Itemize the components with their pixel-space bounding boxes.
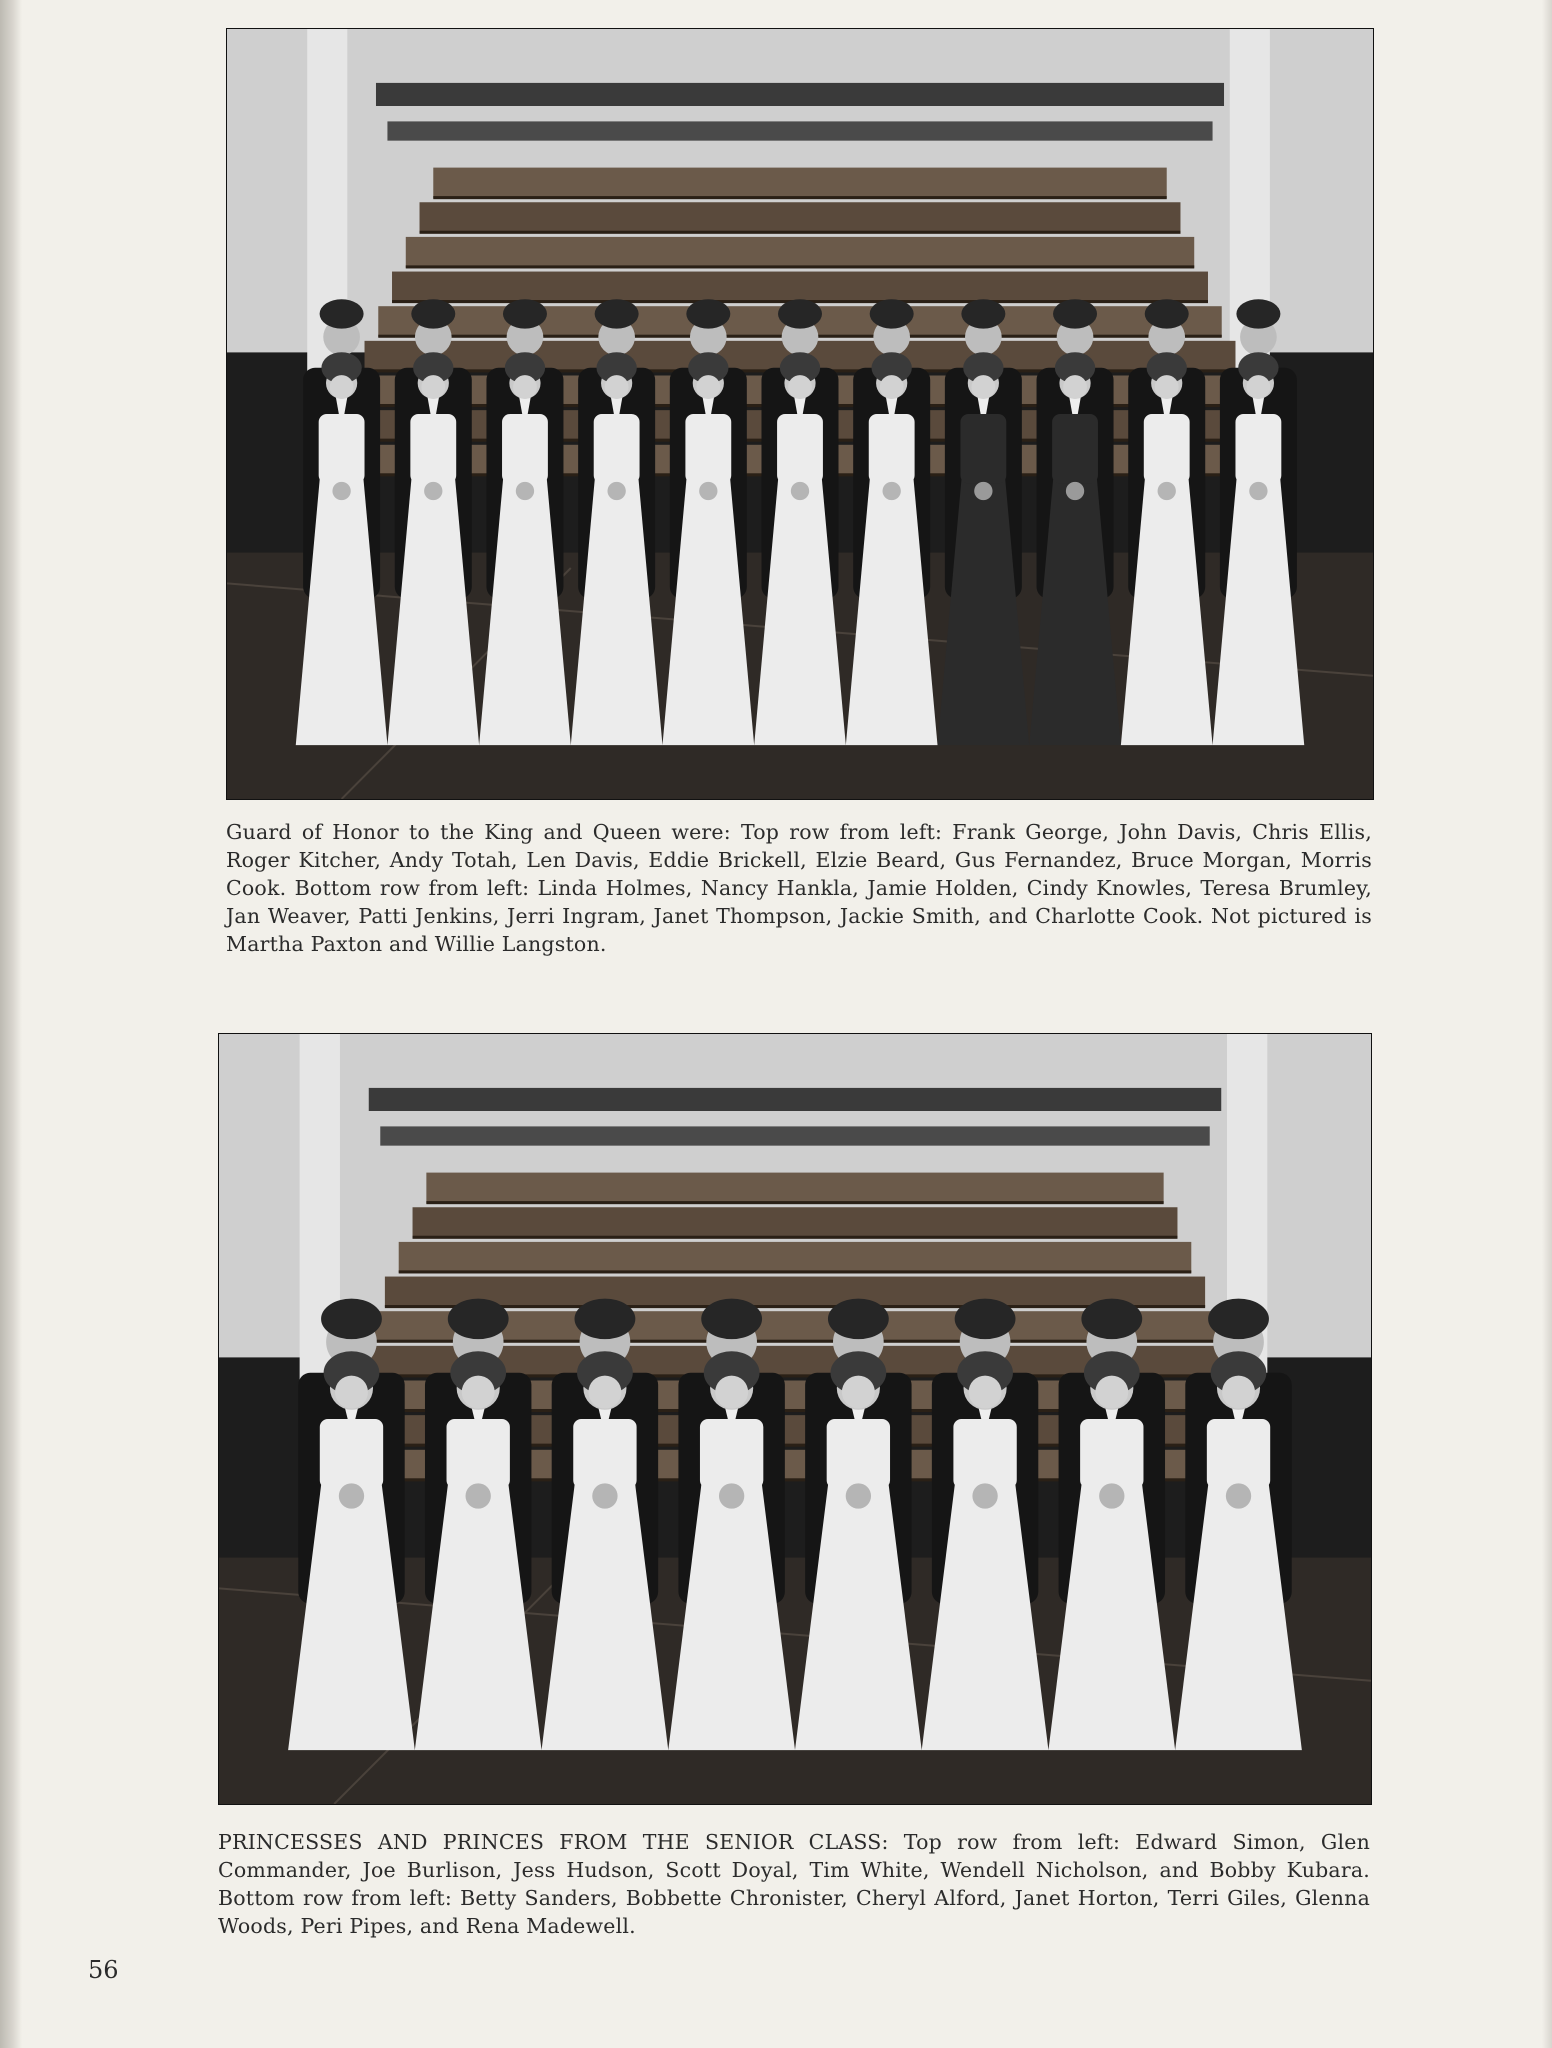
photo-guard-of-honor: [226, 28, 1374, 800]
photo-princesses-and-princes-image: [219, 1034, 1371, 1804]
caption-guard-of-honor: Guard of Honor to the King and Queen were: Top row from left: Frank George, John Davis, Chris Ellis, Roger Kitcher, Andy Totah, Len Davis, Eddie Brickell, Elzie Beard, Gus Fernandez, Bruce Morgan, Morris Cook. Bottom row from left: Linda Holmes, Nancy Hankla, Jamie Holden, Cindy Knowles, Teresa Brumley, Jan Weaver, Patti Jenkins, Jerri Ingram, Janet Thompson, Jackie Smith, and Charlotte Cook. Not pictured is Martha Paxton and Willie Langston.: [226, 820, 1372, 956]
photo-princesses-and-princes: [218, 1033, 1372, 1805]
page-number: 56: [88, 1956, 119, 1984]
binding-shadow: [0, 0, 22, 2048]
photo-guard-of-honor-image: [227, 29, 1373, 799]
page-edge: [1542, 0, 1552, 2048]
caption-princesses-and-princes: PRINCESSES AND PRINCES FROM THE SENIOR CLASS: Top row from left: Edward Simon, Glen Commander, Joe Burlison, Jess Hudson, Scott Doyal, Tim White, Wendell Nicholson, and Bobby Kubara. Bottom row from left: Betty Sanders, Bobbette Chronister, Cheryl Alford, Janet Horton, Terri Giles, Glenna Woods, Peri Pipes, and Rena Madewell.: [218, 1830, 1370, 1938]
